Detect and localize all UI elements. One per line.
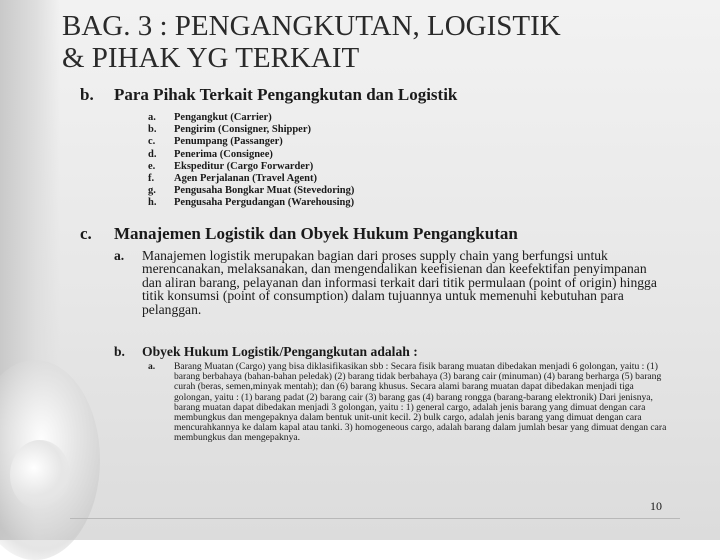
list-item xyxy=(148,112,354,124)
logistics-management-paragraph xyxy=(114,249,674,316)
point-b-marker: b. xyxy=(114,344,125,359)
list-marker: b. xyxy=(148,124,157,136)
section-c-heading-text: Manajemen Logistik dan Obyek Hukum Pengangkutan xyxy=(114,224,518,243)
list-item xyxy=(148,185,354,197)
list-item-text: Pengusaha Pergudangan (Warehousing) xyxy=(174,197,355,209)
list-item xyxy=(148,136,354,148)
list-marker: c. xyxy=(148,136,156,148)
parties-list xyxy=(148,112,354,210)
list-item xyxy=(148,173,354,185)
sub-a-marker: a. xyxy=(148,361,156,372)
section-c-heading xyxy=(80,224,518,244)
list-item-text: Pengangkut (Carrier) xyxy=(174,112,272,123)
title-line-2: & PIHAK YG TERKAIT xyxy=(62,42,360,74)
list-item-text: Agen Perjalanan (Travel Agent) xyxy=(174,173,317,185)
globe-highlight xyxy=(10,440,70,510)
list-item xyxy=(148,161,354,173)
list-marker: f. xyxy=(148,173,155,185)
point-a-text: Manajemen logistik merupakan bagian dari proses supply chain yang berfungsi untuk merencanakan, melaksanakan, dan mengendalikan keefisienan dan keefektifan penyimpanan dan aliran barang, pelayanan dan informasi terkait dari titik permulaan (point of origin) hingga titik konsumsi (point of consumption) dalam tujuannya untuk memenuhi kebutuhan para pelanggan. xyxy=(142,248,657,317)
list-item-text: Penerima (Consignee) xyxy=(174,148,273,160)
footer-divider xyxy=(70,518,680,519)
section-c-marker: c. xyxy=(80,224,92,243)
list-item-text: Penumpang (Passanger) xyxy=(174,136,283,148)
sub-a-text: Barang Muatan (Cargo) yang bisa diklasifikasikan sbb : Secara fisik barang muatan dibedakan menjadi 6 golongan, yaitu : (1) barang berbahaya (bahan-bahan peledak) (2) barang tidak berbahaya (3) barang cair (minuman) (4) barang berharga (5) barang curah (beras, semen,minyak mentah); dan (6) barang khusus. Secara alami barang muatan dapat dibedakan menjadi tiga golongan, yaitu : (1) barang padat (2) barang cair (3) barang gas (4) barang rongga (barang-barang elektronik) Dari jenisnya, barang muatan dapat dibedakan menjadi 3 golongan, yaitu : 1) general cargo, adalah jenis barang yang dimuat dengan cara membungkus dan mengepaknya dalam bentuk unit-unit kecil. 2) bulk cargo, adalah jenis barang yang dimuat dengan cara mencurahkannya ke dalam kapal atau tanki. 3) homogeneous cargo, adalah barang dalam jumlah besar yang dimuat dengan cara membungkus dan mengepaknya. xyxy=(174,361,667,444)
section-b-heading-text: Para Pihak Terkait Pengangkutan dan Logistik xyxy=(114,85,458,104)
list-item-text: Pengirim (Consigner, Shipper) xyxy=(174,124,311,136)
list-marker: a. xyxy=(148,112,156,123)
list-item xyxy=(148,149,354,161)
list-marker: g. xyxy=(148,185,156,197)
page-number: 10 xyxy=(650,499,662,513)
list-marker: h. xyxy=(148,197,157,209)
point-a-marker: a. xyxy=(114,248,125,263)
title-line-1: BAG. 3 : PENGANGKUTAN, LOGISTIK xyxy=(62,10,561,42)
section-b-heading xyxy=(80,85,457,105)
section-b-marker: b. xyxy=(80,85,94,104)
list-marker: e. xyxy=(148,160,156,172)
slide-title xyxy=(62,10,702,74)
legal-object-heading xyxy=(114,344,418,360)
list-item xyxy=(148,197,354,209)
list-item-text: Pengusaha Bongkar Muat (Stevedoring) xyxy=(174,185,355,197)
cargo-classification-paragraph xyxy=(148,362,668,444)
point-b-heading-text: Obyek Hukum Logistik/Pengangkutan adalah : xyxy=(142,344,418,359)
list-item-text: Ekspeditur (Cargo Forwarder) xyxy=(174,160,314,172)
list-item xyxy=(148,124,354,136)
list-marker: d. xyxy=(148,148,157,160)
